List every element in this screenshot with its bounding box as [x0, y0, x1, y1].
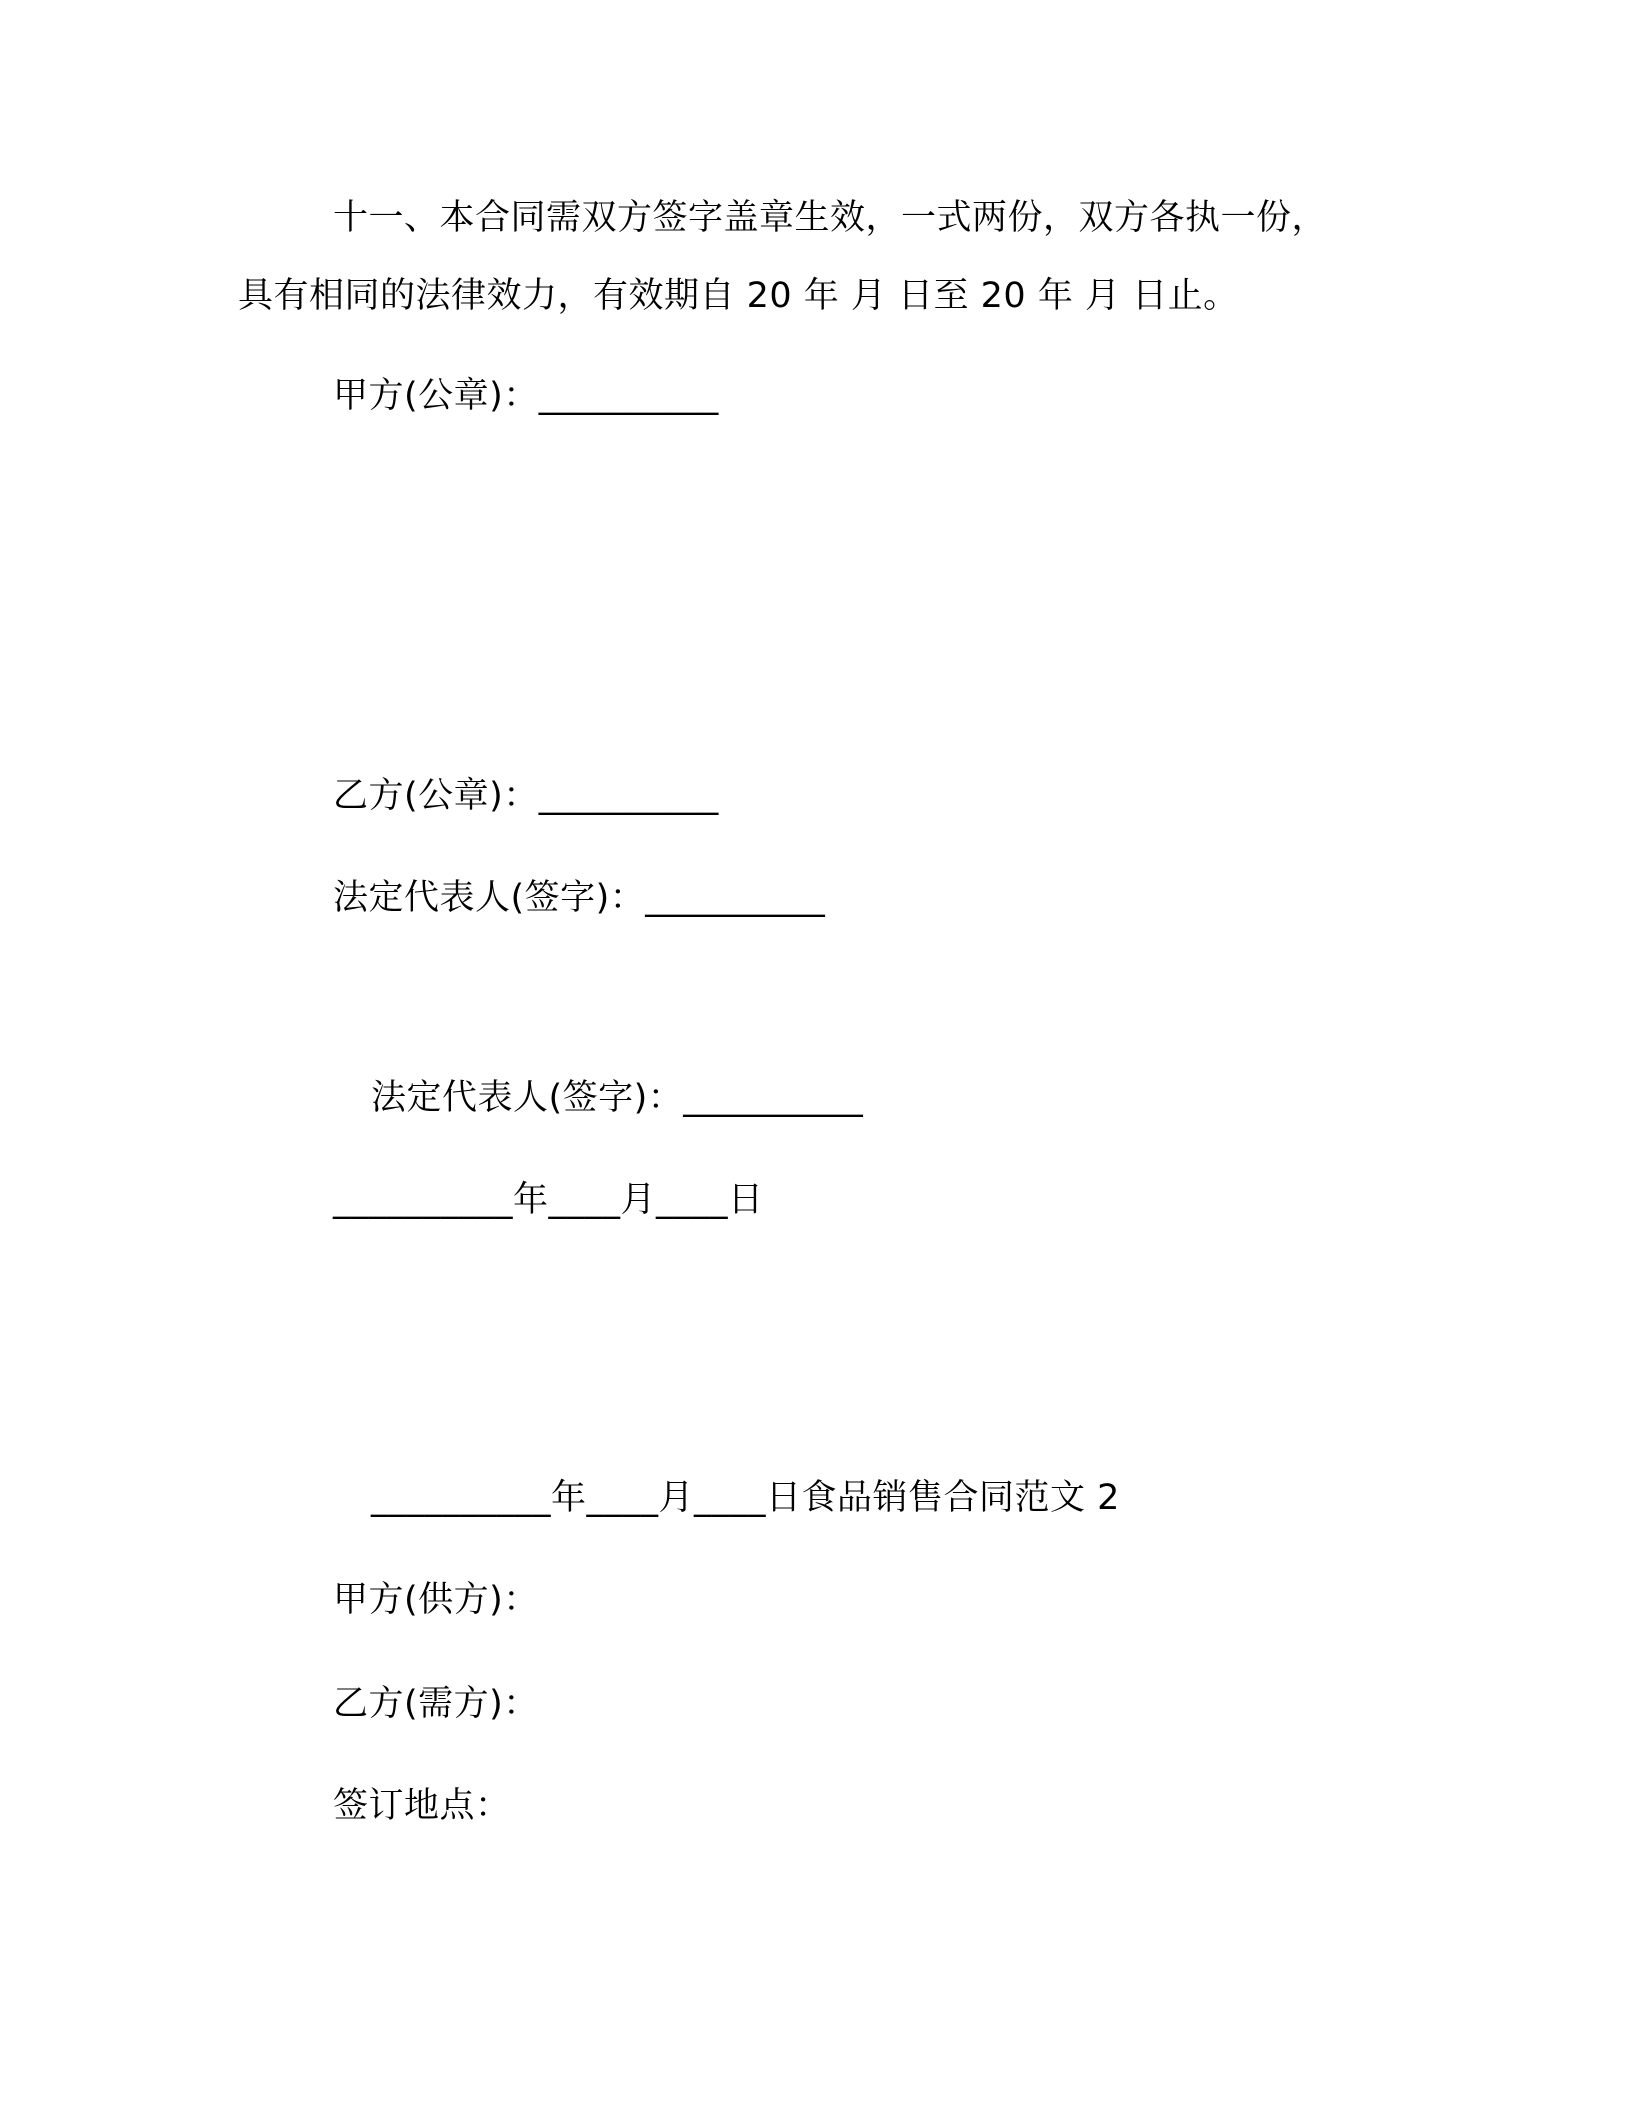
party-b-seal-line: 乙方(公章)：__________	[333, 776, 719, 816]
signing-place-line: 签订地点：	[333, 1786, 511, 1826]
legal-rep-sign-line-2: 法定代表人(签字)：__________	[371, 1078, 864, 1118]
legal-rep-sign-line-1: 法定代表人(签字)：__________	[333, 878, 826, 918]
party-b-buyer-line: 乙方(需方)：	[333, 1684, 539, 1724]
contract-2-title: __________年____月____日食品销售合同范文 2	[371, 1478, 1120, 1518]
party-a-supplier-line: 甲方(供方)：	[333, 1580, 539, 1620]
date-line: __________年____月____日	[333, 1180, 764, 1220]
clause-11-line-1: 十一、本合同需双方签字盖章生效，一式两份，双方各执一份，	[333, 198, 1328, 238]
party-a-seal-line: 甲方(公章)：__________	[333, 376, 719, 416]
clause-11-line-2: 具有相同的法律效力，有效期自 20 年 月 日至 20 年 月 日止。	[238, 276, 1239, 316]
